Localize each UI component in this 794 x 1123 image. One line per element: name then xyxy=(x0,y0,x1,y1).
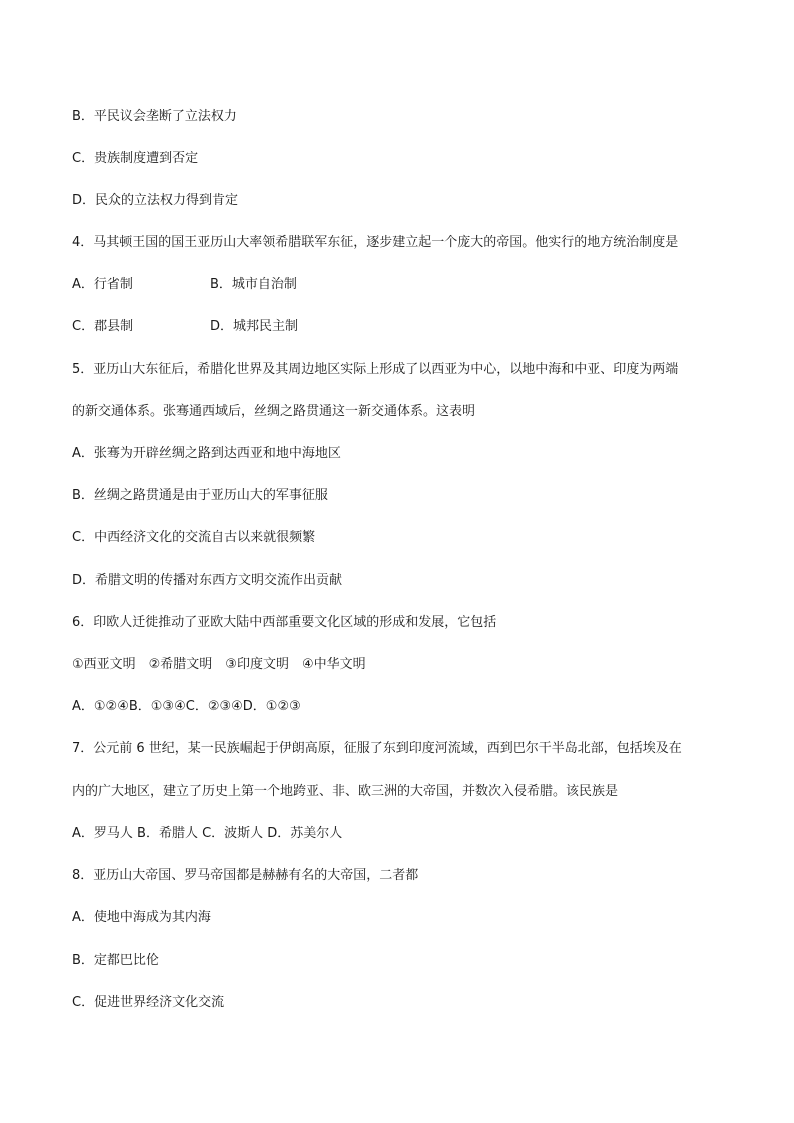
q5-stem-line-1: 5．亚历山大东征后，希腊化世界及其周边地区实际上形成了以西亚为中心，以地中海和中亚、印度为两端 xyxy=(72,362,679,377)
q4-stem: 4．马其顿王国的国王亚历山大率领希腊联军东征，逐步建立起一个庞大的帝国。他实行的地方统治制度是 xyxy=(72,235,679,250)
q3-option-c: C．贵族制度遭到否定 xyxy=(72,151,199,166)
q3-option-d: D．民众的立法权力得到肯定 xyxy=(72,193,239,208)
q5-option-d: D．希腊文明的传播对东西方文明交流作出贡献 xyxy=(72,573,343,588)
q8-option-c: C．促进世界经济文化交流 xyxy=(72,995,225,1010)
q7-stem-line-1: 7．公元前 6 世纪，某一民族崛起于伊朗高原，征服了东到印度河流域，西到巴尔干半岛北部，包括埃及在 xyxy=(72,741,682,756)
q8-option-b: B．定都巴比伦 xyxy=(72,953,159,968)
q4-option-a: A．行省制 xyxy=(72,277,133,292)
q5-stem-line-2: 的新交通体系。张骞通西域后，丝绸之路贯通这一新交通体系。这表明 xyxy=(72,404,476,419)
q6-stem: 6．印欧人迁徙推动了亚欧大陆中西部重要文化区域的形成和发展，它包括 xyxy=(72,615,497,630)
q7-stem-line-2: 内的广大地区，建立了历史上第一个地跨亚、非、欧三洲的大帝国，并数次入侵希腊。该民族是 xyxy=(72,784,619,799)
q5-option-b: B．丝绸之路贯通是由于亚历山大的军事征服 xyxy=(72,488,328,503)
q7-options: A．罗马人 B．希腊人 C．波斯人 D．苏美尔人 xyxy=(72,826,343,841)
q4-option-b: B．城市自治制 xyxy=(210,277,297,292)
q5-option-a: A．张骞为开辟丝绸之路到达西亚和地中海地区 xyxy=(72,446,341,461)
q6-items: ①西亚文明 ②希腊文明 ③印度文明 ④中华文明 xyxy=(72,657,366,672)
q8-stem: 8．亚历山大帝国、罗马帝国都是赫赫有名的大帝国，二者都 xyxy=(72,868,419,883)
q5-option-c: C．中西经济文化的交流自古以来就很频繁 xyxy=(72,530,316,545)
q4-option-c: C．郡县制 xyxy=(72,319,134,334)
q8-option-a: A．使地中海成为其内海 xyxy=(72,910,211,925)
q3-option-b: B．平民议会垄断了立法权力 xyxy=(72,109,237,124)
q6-options: A．①②④B．①③④C．②③④D．①②③ xyxy=(72,699,301,714)
q4-option-d: D．城邦民主制 xyxy=(210,319,299,334)
